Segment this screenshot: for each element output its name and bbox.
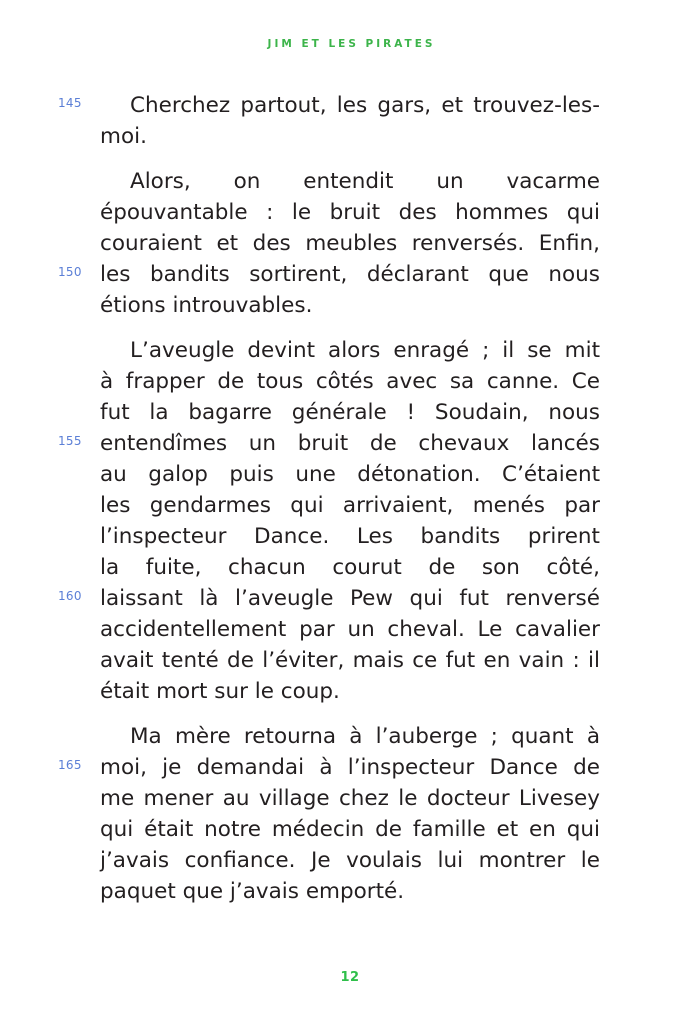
line-text: paquet que j’avais emporté. (100, 879, 405, 904)
text-line (100, 552, 600, 583)
text-line (100, 228, 600, 259)
line-number: 155 (58, 434, 82, 448)
text-line (100, 721, 600, 752)
line-text: avait tenté de l’éviter, mais ce fut en vain : il (100, 648, 600, 673)
line-text: la fuite, chacun courut de son côté, (100, 555, 600, 580)
line-text: Ma mère retourna à l’auberge ; quant à (130, 724, 600, 749)
text-line (58, 90, 600, 121)
line-text: les gendarmes qui arrivaient, menés par (100, 493, 600, 518)
running-head: JIM ET LES PIRATES (267, 38, 436, 50)
line-text: couraient et des meubles renversés. Enfin, (100, 231, 600, 256)
line-number: 145 (58, 96, 82, 110)
text-line (100, 366, 600, 397)
line-text: au galop puis une détonation. C’étaient (100, 462, 600, 487)
line-text: moi. (100, 124, 147, 149)
text-line (100, 335, 600, 366)
line-text: entendîmes un bruit de chevaux lancés (100, 431, 600, 456)
line-text: les bandits sortirent, déclarant que nous (100, 262, 600, 287)
line-text: laissant là l’aveugle Pew qui fut renversé (100, 586, 600, 611)
text-line (58, 428, 600, 459)
text-line (100, 783, 600, 814)
paragraph (58, 721, 600, 907)
text-line (100, 614, 600, 645)
text-line (100, 490, 600, 521)
text-line (100, 397, 600, 428)
text-line (58, 259, 600, 290)
page-number: 12 (340, 970, 360, 985)
line-text: Cherchez partout, les gars, et trouvez-les- (130, 93, 600, 118)
text-line (100, 814, 600, 845)
line-text: j’avais confiance. Je voulais lui montrer le (100, 848, 600, 873)
line-number: 150 (58, 265, 82, 279)
line-number: 160 (58, 589, 82, 603)
text-line (100, 521, 600, 552)
line-text: L’aveugle devint alors enragé ; il se mit (130, 338, 600, 363)
text-line (100, 459, 600, 490)
line-text: me mener au village chez le docteur Livesey (100, 786, 600, 811)
line-text: fut la bagarre générale ! Soudain, nous (100, 400, 600, 425)
line-number: 165 (58, 758, 82, 772)
text-line (100, 876, 600, 907)
text-line (100, 197, 600, 228)
text-line (100, 645, 600, 676)
text-line (100, 676, 600, 707)
text-line (100, 166, 600, 197)
line-text: Alors, on entendit un vacarme (130, 169, 600, 194)
text-line (58, 583, 600, 614)
line-text: était mort sur le coup. (100, 679, 340, 704)
line-text: l’inspecteur Dance. Les bandits prirent (100, 524, 600, 549)
paragraph (58, 166, 600, 321)
line-text: étions introuvables. (100, 293, 313, 318)
text-line (100, 845, 600, 876)
line-text: à frapper de tous côtés avec sa canne. Ce (100, 369, 600, 394)
line-text: qui était notre médecin de famille et en qui (100, 817, 600, 842)
text-line (58, 752, 600, 783)
line-text: accidentellement par un cheval. Le cavalier (100, 617, 600, 642)
line-text: épouvantable : le bruit des hommes qui (100, 200, 600, 225)
text-line (100, 121, 600, 152)
body-text-block (58, 90, 600, 907)
paragraph (58, 90, 600, 152)
text-line (100, 290, 600, 321)
paragraph (58, 335, 600, 707)
line-text: moi, je demandai à l’inspecteur Dance de (100, 755, 600, 780)
